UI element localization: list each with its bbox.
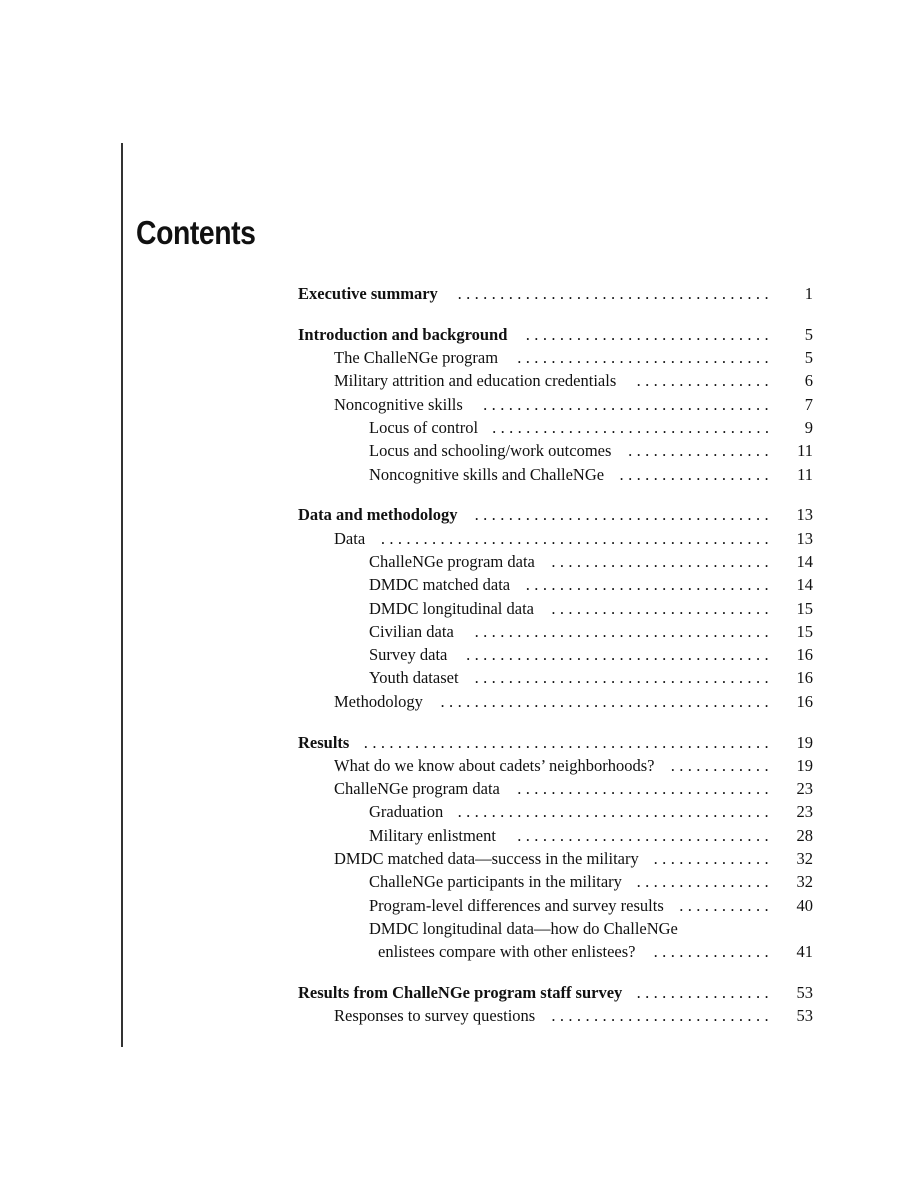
toc-entry-title: ChalleNGe participants in the military — [369, 872, 622, 892]
toc-page-number: 19 — [796, 732, 813, 752]
dot-leader: .............................. — [517, 779, 773, 799]
toc-entry-title: Noncognitive skills — [334, 394, 463, 414]
toc-entry[interactable] — [298, 393, 813, 416]
toc-page-number: 6 — [804, 371, 813, 391]
dot-leader: .............. — [653, 942, 773, 962]
toc-entry-title: Noncognitive skills and ChalleNGe — [369, 464, 605, 484]
toc-entry[interactable] — [298, 666, 813, 689]
toc-entry-title: Introduction and background — [298, 324, 508, 344]
table-of-contents — [298, 282, 813, 1028]
toc-page-number: 1 — [804, 284, 813, 303]
toc-entry-title: What do we know about cadets’ neighborhoods? — [334, 755, 655, 775]
dot-leader: ................ — [636, 872, 773, 892]
toc-entry-title: ChalleNGe program data — [334, 779, 500, 799]
toc-entry[interactable] — [298, 894, 813, 917]
dot-leader: ................................................ — [363, 732, 773, 752]
toc-page-number: 53 — [796, 1006, 813, 1026]
toc-entry-title: Locus of control — [369, 417, 479, 437]
toc-entry-title: Data — [334, 528, 366, 548]
toc-page-number: 23 — [796, 779, 813, 799]
dot-leader: ................ — [636, 371, 773, 391]
toc-entry-title: enlistees compare with other enlistees? — [378, 942, 636, 962]
toc-entry-title: Results — [298, 732, 350, 752]
toc-entry-title: The ChalleNGe program — [334, 348, 499, 368]
toc-entry[interactable] — [298, 1004, 813, 1027]
toc-entry-title: ChalleNGe program data — [369, 551, 535, 571]
dot-leader: .............. — [653, 849, 773, 869]
toc-page-number: 15 — [796, 621, 813, 641]
dot-leader: .............................................. — [380, 528, 773, 548]
toc-page-number: 13 — [796, 528, 813, 548]
dot-leader: .......................... — [551, 598, 773, 618]
toc-entry-title: DMDC longitudinal data—how do ChalleNGe — [369, 918, 678, 938]
toc-entry-title: Responses to survey questions — [334, 1006, 536, 1026]
toc-entry-title: Military attrition and education credentials — [334, 371, 617, 391]
toc-entry[interactable] — [298, 847, 813, 870]
dot-leader: ................................. — [492, 417, 773, 437]
toc-entry[interactable] — [298, 527, 813, 550]
toc-entry[interactable] — [298, 369, 813, 392]
toc-entry[interactable] — [298, 503, 813, 526]
toc-page-number: 40 — [796, 895, 813, 915]
toc-entry-title: DMDC longitudinal data — [369, 598, 534, 618]
dot-leader: ............................. — [525, 324, 773, 344]
toc-entry[interactable] — [298, 824, 813, 847]
toc-entry[interactable] — [298, 463, 813, 486]
dot-leader: ................................... — [474, 668, 773, 688]
toc-entry[interactable] — [298, 940, 813, 963]
toc-page-number: 16 — [796, 668, 813, 688]
toc-entry[interactable] — [298, 620, 813, 643]
toc-entry-title: DMDC matched data — [369, 575, 511, 595]
dot-leader: ................................... — [474, 505, 773, 525]
toc-page-number: 5 — [804, 324, 813, 344]
toc-page-number: 9 — [804, 417, 813, 437]
toc-entry[interactable] — [298, 573, 813, 596]
toc-entry[interactable] — [298, 282, 813, 305]
toc-page-number: 19 — [796, 755, 813, 775]
toc-entry-title: Survey data — [369, 645, 448, 665]
dot-leader: .............................. — [517, 348, 773, 368]
toc-entry-title: Methodology — [334, 691, 423, 711]
dot-leader: .................. — [619, 464, 773, 484]
toc-entry[interactable] — [298, 643, 813, 666]
toc-entry[interactable] — [298, 550, 813, 573]
dot-leader: .......................... — [551, 551, 773, 571]
dot-leader: ............ — [670, 755, 773, 775]
toc-page-number: 13 — [796, 505, 813, 525]
toc-entry-title: Youth dataset — [369, 668, 459, 688]
toc-entry[interactable] — [298, 870, 813, 893]
toc-page-number: 28 — [796, 825, 813, 845]
toc-entry[interactable] — [298, 917, 813, 940]
toc-entry[interactable] — [298, 981, 813, 1004]
page-title: Contents — [136, 214, 256, 251]
toc-entry-title: Locus and schooling/work outcomes — [369, 441, 612, 461]
toc-page-number: 23 — [796, 802, 813, 822]
toc-entry-title: Civilian data — [369, 621, 454, 641]
toc-page-number: 14 — [796, 551, 813, 571]
toc-entry[interactable] — [298, 754, 813, 777]
dot-leader: .......................... — [551, 1006, 773, 1026]
toc-entry-title: Program-level differences and survey results — [369, 895, 664, 915]
toc-page-number: 11 — [797, 441, 813, 461]
dot-leader: ................ — [636, 983, 773, 1003]
dot-leader: ............................. — [525, 575, 773, 595]
toc-page-number: 53 — [796, 983, 813, 1003]
dot-leader: ..................................... — [457, 284, 773, 303]
toc-page-number: 32 — [796, 872, 813, 892]
toc-page-number: 16 — [796, 645, 813, 665]
toc-page-number: 15 — [796, 598, 813, 618]
dot-leader: ................................... — [474, 621, 773, 641]
toc-page-number: 41 — [796, 942, 813, 962]
toc-entry-title: Military enlistment — [369, 825, 496, 845]
toc-entry[interactable] — [298, 800, 813, 823]
toc-entry-title: DMDC matched data—success in the military — [334, 849, 639, 869]
dot-leader: ........... — [679, 895, 773, 915]
dot-leader: .................................. — [483, 394, 773, 414]
toc-entry-title: Results from ChalleNGe program staff survey — [298, 983, 623, 1003]
toc-page-number: 7 — [804, 394, 813, 414]
toc-page-number: 32 — [796, 849, 813, 869]
toc-entry[interactable] — [298, 690, 813, 713]
toc-page-number: 14 — [796, 575, 813, 595]
toc-page-number: 16 — [796, 691, 813, 711]
margin-rule — [121, 143, 123, 1047]
toc-entry-title: Executive summary — [298, 284, 438, 303]
dot-leader: .............................. — [517, 825, 773, 845]
toc-entry[interactable] — [298, 323, 813, 346]
toc-page-number: 5 — [804, 348, 813, 368]
dot-leader: .................................... — [466, 645, 773, 665]
toc-entry[interactable] — [298, 597, 813, 620]
dot-leader: ..................................... — [457, 802, 773, 822]
toc-entry[interactable] — [298, 346, 813, 369]
toc-page-number: 11 — [797, 464, 813, 484]
toc-entry-title: Graduation — [369, 802, 444, 822]
toc-entry[interactable] — [298, 416, 813, 439]
toc-entry[interactable] — [298, 777, 813, 800]
toc-entry[interactable] — [298, 731, 813, 754]
toc-entry-title: Data and methodology — [298, 505, 458, 525]
toc-entry[interactable] — [298, 439, 813, 462]
dot-leader: ....................................... — [440, 691, 773, 711]
dot-leader: ................. — [628, 441, 773, 461]
